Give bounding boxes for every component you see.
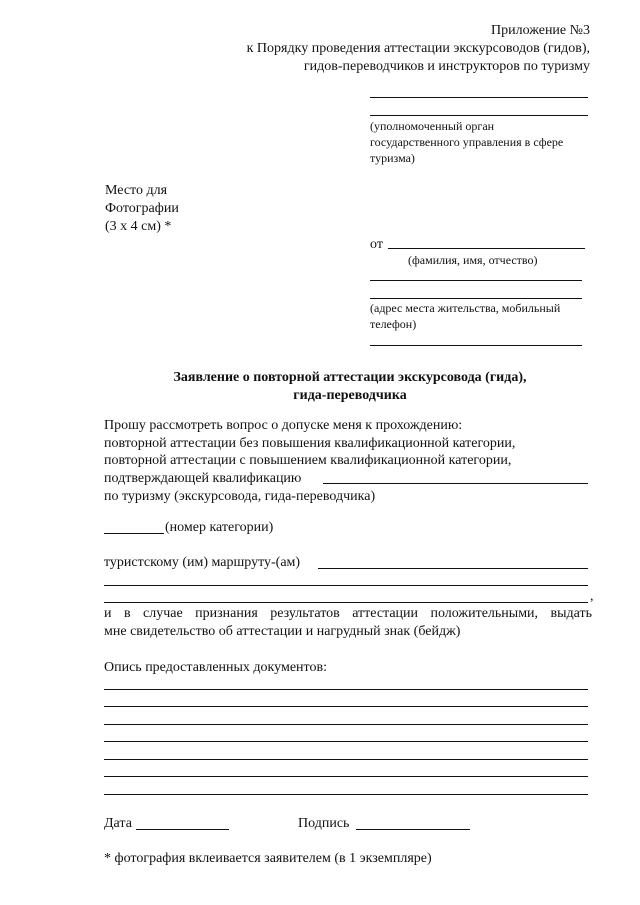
address-line-1[interactable] xyxy=(370,280,582,281)
from-label: от xyxy=(370,237,383,252)
body-line-5: по туризму (экскурсовода, гида-переводчика) xyxy=(104,489,376,504)
applicant-name-line[interactable] xyxy=(388,248,585,249)
photo-label-1: Место для xyxy=(105,183,168,198)
address-line-2[interactable] xyxy=(370,298,582,299)
documents-line-4[interactable] xyxy=(104,741,588,742)
documents-label: Опись предоставленных документов: xyxy=(104,660,327,675)
header-line-2: гидов-переводчиков и инструкторов по туризму xyxy=(303,59,590,74)
body-line-4: подтверждающей квалификацию xyxy=(104,471,302,486)
body-line-2: повторной аттестации без повышения квалификационной категории, xyxy=(104,436,516,451)
documents-line-7[interactable] xyxy=(104,794,588,795)
header-line-1: к Порядку проведения аттестации экскурсоводов (гидов), xyxy=(246,41,590,56)
documents-line-1[interactable] xyxy=(104,689,588,690)
photo-footnote: * фотография вклеивается заявителем (в 1 экземпляре) xyxy=(104,851,432,866)
body-line-3: повторной аттестации с повышением квалификационной категории, xyxy=(104,453,512,468)
recipient-caption-3: туризма) xyxy=(370,151,415,165)
recipient-line-2[interactable] xyxy=(370,115,588,116)
appendix-label: Приложение №3 xyxy=(491,23,590,38)
qualification-field[interactable] xyxy=(323,483,588,484)
date-label: Дата xyxy=(104,816,132,831)
body-line-1: Прошу рассмотреть вопрос о допуске меня к прохождению: xyxy=(104,418,463,433)
body-line-7: мне свидетельство об аттестации и нагрудный знак (бейдж) xyxy=(104,624,461,639)
category-label: (номер категории) xyxy=(165,520,274,535)
body-line-6: и в случае признания результатов аттестации положительными, выдать xyxy=(104,606,592,621)
route-field-1[interactable] xyxy=(318,568,588,569)
route-field-3[interactable] xyxy=(104,602,588,603)
route-label: туристскому (им) маршруту-(ам) xyxy=(104,555,301,570)
photo-label-3: (3 х 4 см) * xyxy=(105,219,172,234)
route-field-2[interactable] xyxy=(104,585,588,586)
date-field[interactable] xyxy=(136,829,229,830)
name-caption: (фамилия, имя, отчество) xyxy=(408,253,538,267)
recipient-caption-2: государственного управления в сфере xyxy=(370,135,564,149)
recipient-caption-1: (уполномоченный орган xyxy=(370,119,495,133)
form-title-1: Заявление о повторной аттестации экскурсовода (гида), xyxy=(173,370,527,385)
recipient-line-1[interactable] xyxy=(370,97,588,98)
documents-line-2[interactable] xyxy=(104,706,588,707)
documents-line-3[interactable] xyxy=(104,724,588,725)
photo-label-2: Фотографии xyxy=(105,201,179,216)
category-number-field[interactable] xyxy=(104,533,164,534)
address-caption-1: (адрес места жительства, мобильный xyxy=(370,301,561,315)
address-line-3[interactable] xyxy=(370,345,582,346)
signature-field[interactable] xyxy=(356,829,470,830)
form-title-2: гида-переводчика xyxy=(293,388,407,403)
documents-line-5[interactable] xyxy=(104,759,588,760)
signature-label: Подпись xyxy=(298,816,350,831)
route-comma: , xyxy=(590,589,594,604)
documents-line-6[interactable] xyxy=(104,776,588,777)
address-caption-2: телефон) xyxy=(370,317,417,331)
